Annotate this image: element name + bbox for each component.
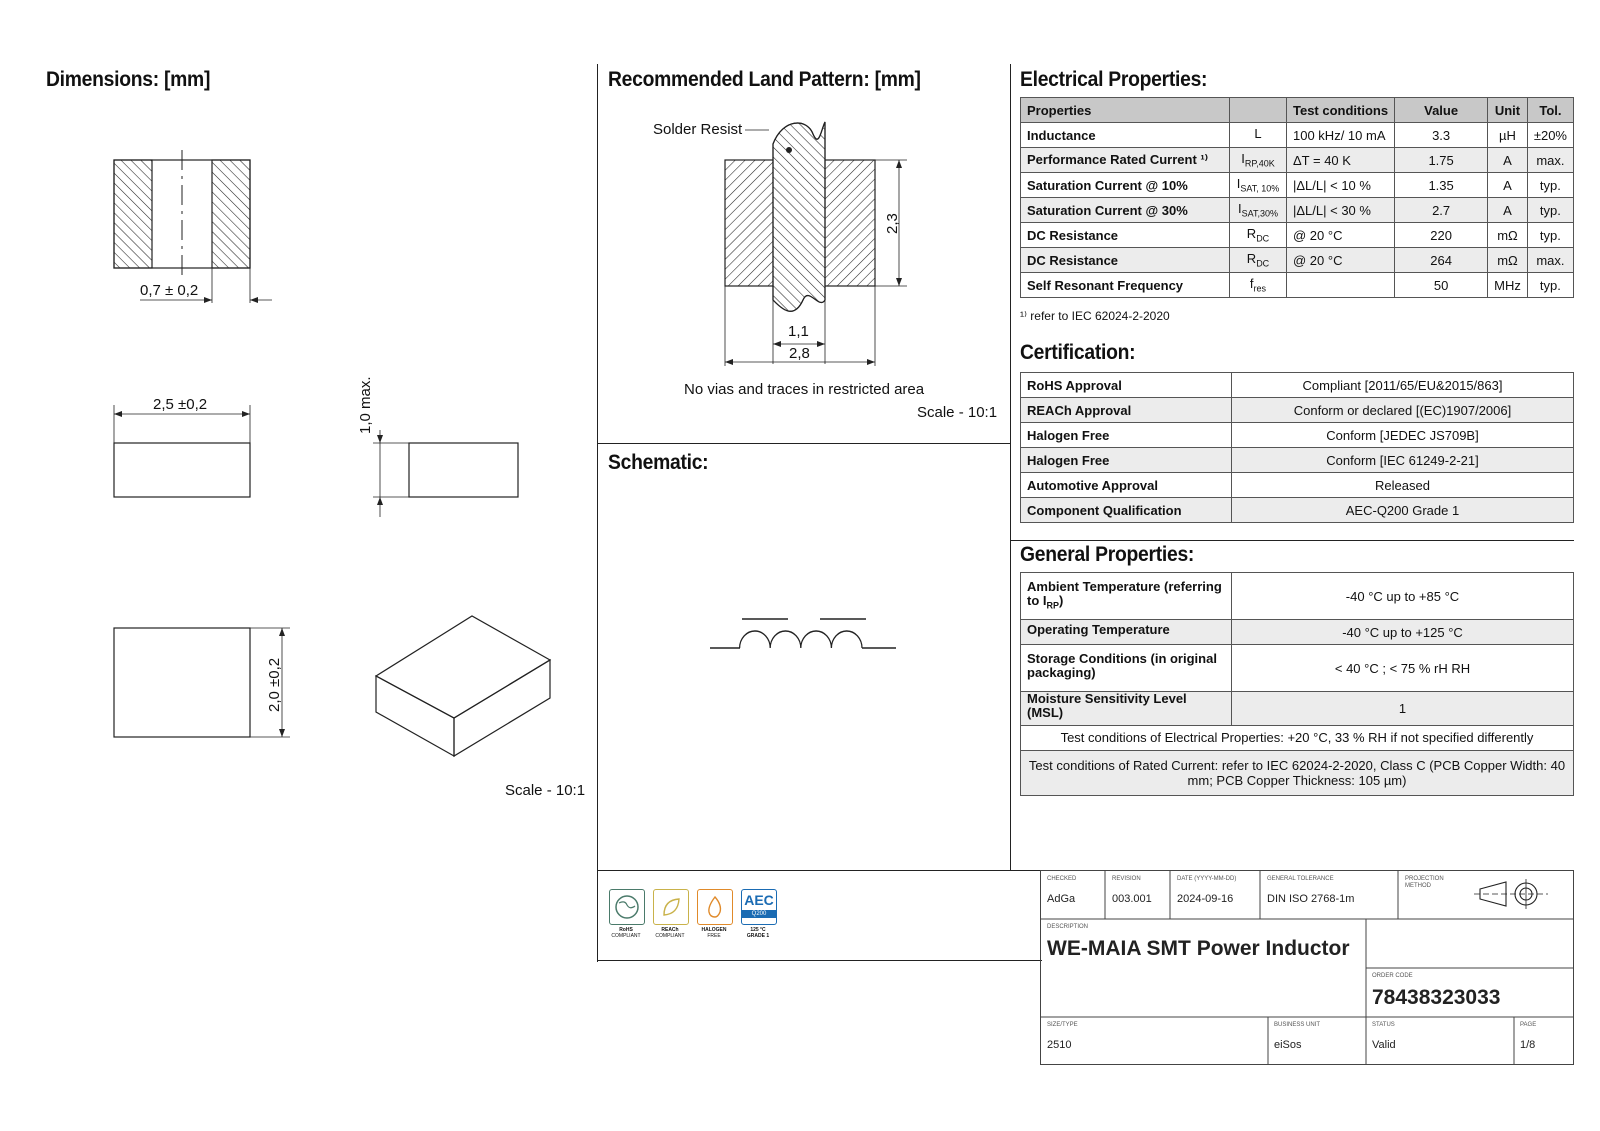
- property-label: Saturation Current @ 10%: [1021, 173, 1230, 198]
- table-row: [1021, 248, 1574, 273]
- symbol-sub: DC: [1256, 233, 1270, 244]
- property-unit: mΩ: [1488, 248, 1528, 273]
- property-value: 3.3: [1395, 123, 1488, 148]
- aec-badge-q: Q200: [742, 910, 776, 918]
- table-row: [1021, 692, 1574, 726]
- symbol-sub: DC: [1256, 258, 1270, 269]
- general-label-sub: RP: [1046, 600, 1060, 611]
- general-label: [1021, 645, 1232, 692]
- land-dim-height: 2,3: [884, 213, 901, 234]
- property-symbol: [1230, 223, 1287, 248]
- rohs-badge: [609, 889, 645, 925]
- date-value: 2024-09-16: [1177, 893, 1234, 905]
- size-value: 2510: [1047, 1039, 1072, 1051]
- date-caption: DATE (YYYY-MM-DD): [1177, 876, 1237, 882]
- land-pattern-title: Recommended Land Pattern: [mm]: [608, 68, 921, 91]
- aec-badge-label: 125 °C GRADE 1: [746, 927, 770, 939]
- general-label-text: Storage Conditions (in original packaging): [1027, 650, 1217, 680]
- header-value: Value: [1395, 98, 1488, 123]
- property-label: Performance Rated Current ¹⁾: [1021, 148, 1230, 173]
- divider-badges: [597, 960, 1042, 961]
- inductor-symbol: [700, 605, 900, 655]
- table-row: [1021, 620, 1574, 645]
- property-tol: max.: [1527, 148, 1573, 173]
- general-note-2: Test conditions of Rated Current: refer to IEC 62024-2-2020, Class C (PCB Copper Width: 40 mm; PCB Copper Thickness: 105 µm): [1021, 750, 1574, 795]
- dimensions-title: Dimensions: [mm]: [46, 68, 211, 91]
- general-label-text: Ambient Temperature (referring to I: [1027, 578, 1222, 608]
- property-label: DC Resistance: [1021, 223, 1230, 248]
- tolerance-value: DIN ISO 2768-1m: [1267, 893, 1355, 905]
- order-code-value: 78438323033: [1372, 986, 1501, 1009]
- halogen-badge-label: HALOGEN FREE: [701, 927, 727, 939]
- land-dim-gap: 1,1: [788, 323, 809, 340]
- header-conditions: Test conditions: [1287, 98, 1395, 123]
- electrical-title: Electrical Properties:: [1020, 68, 1208, 91]
- table-row: [1021, 223, 1574, 248]
- property-label: DC Resistance: [1021, 248, 1230, 273]
- property-unit: MHz: [1488, 273, 1528, 298]
- property-tol: typ.: [1527, 273, 1573, 298]
- symbol-sub: res: [1253, 283, 1267, 294]
- test-condition: [1287, 273, 1395, 298]
- general-note-2-row: [1021, 750, 1574, 795]
- order-code-caption: ORDER CODE: [1372, 973, 1413, 979]
- test-condition: |ΔL/L| < 10 %: [1287, 173, 1395, 198]
- property-tol: max.: [1527, 248, 1573, 273]
- property-unit: A: [1488, 198, 1528, 223]
- general-title: General Properties:: [1020, 543, 1195, 566]
- cert-value: Compliant [2011/65/EU&2015/863]: [1232, 373, 1574, 398]
- cert-value: Released: [1232, 473, 1574, 498]
- table-row: [1021, 148, 1574, 173]
- cert-value: Conform [IEC 61249-2-21]: [1232, 448, 1574, 473]
- symbol-sub: SAT, 10%: [1240, 183, 1280, 194]
- header-tol: Tol.: [1527, 98, 1573, 123]
- business-unit-value: eiSos: [1274, 1039, 1302, 1051]
- test-condition: ΔT = 40 K: [1287, 148, 1395, 173]
- cert-value: AEC-Q200 Grade 1: [1232, 498, 1574, 523]
- property-symbol: [1230, 248, 1287, 273]
- flame-icon: [698, 890, 732, 924]
- aec-badge-text: AEC: [744, 892, 774, 908]
- cert-label: Halogen Free: [1021, 448, 1232, 473]
- electrical-footnote: ¹⁾ refer to IEC 62024-2-2020: [1020, 309, 1170, 323]
- description-caption: DESCRIPTION: [1047, 924, 1089, 930]
- property-value: 220: [1395, 223, 1488, 248]
- symbol-sub: SAT,30%: [1241, 208, 1278, 219]
- dim-width-label: 2,0 ±0,2: [266, 657, 283, 712]
- divider-right: [1010, 64, 1011, 871]
- general-label-text: Moisture Sensitivity Level (MSL): [1027, 691, 1187, 720]
- dim-height-label: 1,0 max.: [357, 376, 374, 434]
- land-pattern-scale: Scale - 10:1: [917, 404, 998, 421]
- certification-table: [1020, 372, 1574, 523]
- property-label: Inductance: [1021, 123, 1230, 148]
- property-tol: ±20%: [1527, 123, 1573, 148]
- table-row: [1021, 645, 1574, 692]
- table-row: [1021, 173, 1574, 198]
- schematic-title: Schematic:: [608, 451, 709, 474]
- status-value: Valid: [1372, 1039, 1396, 1051]
- tolerance-caption: GENERAL TOLERANCE: [1267, 876, 1334, 882]
- table-row: [1021, 398, 1574, 423]
- property-unit: A: [1488, 173, 1528, 198]
- general-value: -40 °C up to +125 °C: [1232, 620, 1574, 645]
- property-symbol: [1230, 148, 1287, 173]
- property-value: 1.75: [1395, 148, 1488, 173]
- general-table: [1020, 572, 1574, 796]
- cert-label: REACh Approval: [1021, 398, 1232, 423]
- table-row: [1021, 198, 1574, 223]
- dimensions-scale: Scale - 10:1: [505, 782, 586, 799]
- header-symbol: [1230, 98, 1287, 123]
- header-properties: Properties: [1021, 98, 1230, 123]
- property-symbol: [1230, 123, 1287, 148]
- property-tol: typ.: [1527, 173, 1573, 198]
- land-pattern-note: No vias and traces in restricted area: [684, 381, 925, 398]
- reach-badge: [653, 889, 689, 925]
- cert-value: Conform or declared [(EC)1907/2006]: [1232, 398, 1574, 423]
- status-caption: STATUS: [1372, 1022, 1395, 1028]
- size-caption: SIZE/TYPE: [1047, 1022, 1078, 1028]
- projection-symbol-icon: [1474, 876, 1554, 912]
- table-header-row: [1021, 98, 1574, 123]
- revision-value: 003.001: [1112, 893, 1152, 905]
- table-row: [1021, 423, 1574, 448]
- property-label: Self Resonant Frequency: [1021, 273, 1230, 298]
- property-tol: typ.: [1527, 223, 1573, 248]
- header-unit: Unit: [1488, 98, 1528, 123]
- land-dim-total: 2,8: [789, 345, 810, 362]
- general-note-1-row: [1021, 725, 1574, 750]
- halogen-badge: [697, 889, 733, 925]
- table-row: [1021, 498, 1574, 523]
- general-label: [1021, 692, 1232, 726]
- rohs-badge-label: RoHS COMPLIANT: [611, 927, 641, 939]
- divider-schematic: [597, 443, 1010, 444]
- general-note-1: Test conditions of Electrical Properties: +20 °C, 33 % RH if not specified differently: [1021, 725, 1574, 750]
- dim-length-label: 2,5 ±0,2: [153, 396, 208, 413]
- page-caption: PAGE: [1520, 1022, 1537, 1028]
- revision-caption: REVISION: [1112, 876, 1141, 882]
- reach-badge-label: REACh COMPLIANT: [655, 927, 685, 939]
- certification-title: Certification:: [1020, 341, 1136, 364]
- electrical-table: [1020, 97, 1574, 298]
- leaf-icon: [654, 890, 688, 924]
- checked-caption: CHECKED: [1047, 876, 1077, 882]
- dim-terminal-label: 0,7 ± 0,2: [140, 282, 199, 299]
- cert-label: Automotive Approval: [1021, 473, 1232, 498]
- symbol-main: R: [1246, 251, 1257, 267]
- cert-label: RoHS Approval: [1021, 373, 1232, 398]
- aec-badge: [741, 889, 777, 925]
- test-condition: @ 20 °C: [1287, 248, 1395, 273]
- symbol-main: I: [1241, 151, 1245, 167]
- symbol-main: R: [1246, 226, 1257, 242]
- symbol-main: I: [1238, 201, 1242, 217]
- divider-general: [1010, 540, 1574, 541]
- cert-value: Conform [JEDEC JS709B]: [1232, 423, 1574, 448]
- property-unit: µH: [1488, 123, 1528, 148]
- property-unit: A: [1488, 148, 1528, 173]
- symbol-main: I: [1236, 176, 1241, 192]
- symbol-main: L: [1254, 126, 1262, 142]
- dimensions-drawing: [0, 0, 597, 880]
- general-label: [1021, 573, 1232, 620]
- globe-icon: [610, 890, 644, 924]
- symbol-sub: RP,40K: [1244, 158, 1275, 169]
- solder-resist-label: Solder Resist: [653, 121, 743, 138]
- description-value: WE-MAIA SMT Power Inductor: [1047, 937, 1350, 960]
- property-symbol: [1230, 273, 1287, 298]
- projection-caption: PROJECTION METHOD: [1405, 876, 1444, 889]
- general-value: -40 °C up to +85 °C: [1232, 573, 1574, 620]
- property-symbol: [1230, 198, 1287, 223]
- checked-value: AdGa: [1047, 893, 1076, 905]
- property-value: 264: [1395, 248, 1488, 273]
- symbol-main: f: [1249, 276, 1254, 292]
- test-condition: |ΔL/L| < 30 %: [1287, 198, 1395, 223]
- table-row: [1021, 448, 1574, 473]
- general-label-text: Operating Temperature: [1027, 621, 1170, 637]
- property-tol: typ.: [1527, 198, 1573, 223]
- property-value: 1.35: [1395, 173, 1488, 198]
- table-row: [1021, 373, 1574, 398]
- business-unit-caption: BUSINESS UNIT: [1274, 1022, 1321, 1028]
- table-row: [1021, 573, 1574, 620]
- property-label: Saturation Current @ 30%: [1021, 198, 1230, 223]
- property-value: 2.7: [1395, 198, 1488, 223]
- property-value: 50: [1395, 273, 1488, 298]
- property-symbol: [1230, 173, 1287, 198]
- cert-label: Component Qualification: [1021, 498, 1232, 523]
- cert-label: Halogen Free: [1021, 423, 1232, 448]
- general-value: 1: [1232, 692, 1574, 726]
- test-condition: @ 20 °C: [1287, 223, 1395, 248]
- general-label: [1021, 620, 1232, 645]
- table-row: [1021, 273, 1574, 298]
- page-value: 1/8: [1520, 1039, 1536, 1051]
- general-value: < 40 °C ; < 75 % rH RH: [1232, 645, 1574, 692]
- table-row: [1021, 123, 1574, 148]
- property-unit: mΩ: [1488, 223, 1528, 248]
- test-condition: 100 kHz/ 10 mA: [1287, 123, 1395, 148]
- table-row: [1021, 473, 1574, 498]
- general-label-end: ): [1059, 592, 1064, 608]
